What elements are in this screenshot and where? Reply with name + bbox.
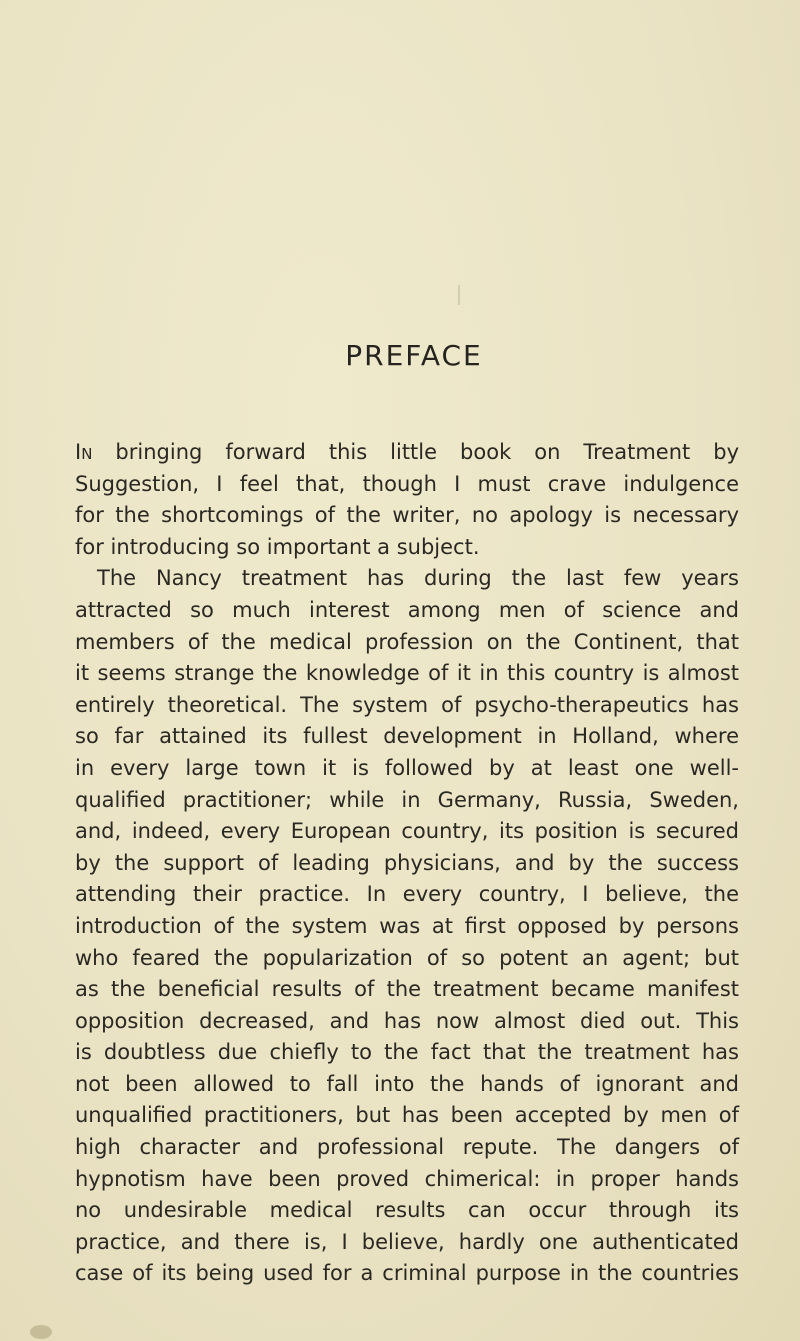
text-line: by the support of leading physicians, and by the success <box>75 850 739 875</box>
text-line-rest: bringing forward this little book on Treatment by <box>92 440 739 464</box>
text-line: for introducing so important a subject. <box>75 534 480 559</box>
paper-smudge <box>30 1325 52 1339</box>
text-line: attracted so much interest among men of science and <box>75 597 739 622</box>
text-line: introduction of the system was at first opposed by persons <box>75 913 739 938</box>
text-line: high character and professional repute. The dangers of <box>75 1135 739 1160</box>
text-line: as the beneficial results of the treatment became manifest <box>75 977 739 1002</box>
paper-speck <box>458 285 460 305</box>
text-line: practice, and there is, I believe, hardly one authenticated <box>75 1229 739 1254</box>
text-line: The Nancy treatment has during the last few years <box>97 566 739 591</box>
text-line: in every large town it is followed by at least one well- <box>75 755 739 780</box>
text-line: not been allowed to fall into the hands of ignorant and <box>75 1071 739 1096</box>
text-line: qualified practitioner; while in Germany, Russia, Sweden, <box>75 787 739 812</box>
text-line <box>75 437 739 469</box>
text-line: so far attained its fullest development in Holland, where <box>75 724 739 749</box>
text-line: unqualified practitioners, but has been accepted by men of <box>75 1103 739 1128</box>
page-title: PREFACE <box>345 339 483 372</box>
text-line: members of the medical profession on the Continent, that <box>75 629 739 654</box>
preface-body <box>75 437 739 1290</box>
text-line: opposition decreased, and has now almost died out. This <box>75 1008 739 1033</box>
text-line: Suggestion, I feel that, though I must crave indulgence <box>75 471 739 496</box>
text-line: case of its being used for a criminal purpose in the countries <box>75 1261 739 1286</box>
small-caps-opening: In <box>75 440 93 464</box>
text-line: who feared the popularization of so potent an agent; but <box>75 945 739 970</box>
text-line: entirely theoretical. The system of psycho-therapeutics has <box>75 692 739 717</box>
text-line: attending their practice. In every country, I believe, the <box>75 882 739 907</box>
text-line: and, indeed, every European country, its position is secured <box>75 819 739 844</box>
text-line: no undesirable medical results can occur through its <box>75 1198 739 1223</box>
text-line: for the shortcomings of the writer, no apology is necessary <box>75 503 739 528</box>
text-line: hypnotism have been proved chimerical: in proper hands <box>75 1166 739 1191</box>
text-line: is doubtless due chiefly to the fact that the treatment has <box>75 1040 739 1065</box>
text-line: it seems strange the knowledge of it in this country is almost <box>75 661 739 686</box>
